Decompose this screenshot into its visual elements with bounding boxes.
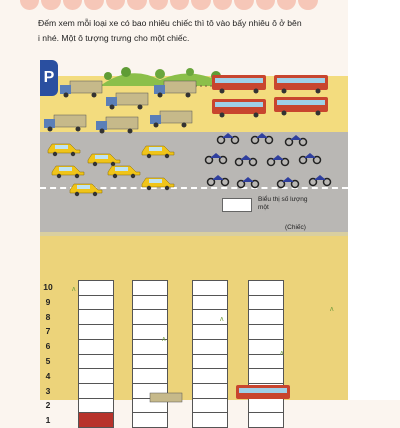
tally-cell[interactable] — [193, 399, 227, 414]
axis-number-10: 10 — [43, 282, 53, 292]
car-tally-column — [132, 280, 168, 428]
tally-cell[interactable] — [133, 369, 167, 384]
car-icon — [50, 162, 86, 178]
tally-cell[interactable] — [133, 355, 167, 370]
car-icon — [140, 142, 176, 158]
tally-cell[interactable] — [79, 340, 113, 355]
truck-icon — [96, 116, 140, 134]
bus-icon — [212, 74, 268, 94]
tally-cell[interactable] — [133, 296, 167, 311]
car-icon — [140, 174, 176, 190]
tally-cell[interactable] — [249, 369, 283, 384]
motorbike-icon — [236, 174, 260, 188]
bus-icon — [274, 74, 330, 94]
tally-cell[interactable] — [133, 281, 167, 296]
truck-icon — [106, 92, 150, 110]
motorbike-icon — [250, 130, 274, 144]
tally-cell[interactable] — [79, 399, 113, 414]
tally-cell[interactable] — [249, 310, 283, 325]
page-margin — [348, 0, 400, 400]
tally-cell[interactable] — [79, 310, 113, 325]
tally-cell[interactable] — [79, 413, 113, 427]
tally-cell[interactable] — [249, 399, 283, 414]
grass-tuft-icon: ᴧ — [280, 350, 284, 357]
instruction-line-2: i nhé. Một ô tượng trưng cho một chiếc. — [38, 33, 190, 43]
tally-cell[interactable] — [249, 340, 283, 355]
truck-icon — [44, 114, 88, 132]
tally-cell[interactable] — [133, 413, 167, 427]
axis-number-8: 8 — [45, 311, 51, 322]
motorbike-icon — [216, 130, 240, 144]
motorbike-icon — [234, 152, 258, 166]
tally-cell[interactable] — [193, 384, 227, 399]
grass-tuft-icon: ᴧ — [72, 286, 76, 293]
tally-cell[interactable] — [79, 355, 113, 370]
truck-icon — [150, 110, 194, 128]
motorbike-icon — [308, 172, 332, 186]
tally-cell[interactable] — [193, 340, 227, 355]
tally-cell[interactable] — [193, 325, 227, 340]
tally-cell[interactable] — [249, 296, 283, 311]
car-icon — [68, 180, 104, 196]
unit-label: (Chiếc) — [285, 224, 306, 231]
motorbike-icon — [206, 172, 230, 186]
scalloped-border — [20, 0, 320, 14]
tally-cell[interactable] — [79, 369, 113, 384]
instruction-line-1: Đếm xem mỗi loại xe có bao nhiêu chiếc thì tô vào bấy nhiêu ô ở bên — [38, 18, 302, 28]
parking-sign: P — [40, 60, 58, 96]
motorbike-icon — [204, 150, 228, 164]
motorbike-icon — [298, 150, 322, 164]
tally-cell[interactable] — [249, 413, 283, 427]
axis-number-3: 3 — [45, 385, 51, 396]
axis-number-6: 6 — [45, 341, 51, 352]
tally-cell[interactable] — [249, 355, 283, 370]
tally-cell[interactable] — [79, 296, 113, 311]
bus-icon — [274, 96, 330, 116]
instruction-text — [38, 16, 352, 46]
tally-cell[interactable] — [193, 369, 227, 384]
tally-cell[interactable] — [79, 281, 113, 296]
truck-icon — [60, 80, 104, 98]
tally-cell[interactable] — [133, 310, 167, 325]
axis-number-2: 2 — [45, 400, 51, 411]
illustration-scene — [40, 54, 348, 426]
axis-number-1: 1 — [45, 415, 51, 426]
car-icon — [46, 140, 82, 156]
legend-label: Biểu thị số lượng một — [258, 196, 308, 211]
tally-cell[interactable] — [79, 384, 113, 399]
tally-cell[interactable] — [193, 281, 227, 296]
legend-swatch — [222, 198, 252, 212]
axis-number-7: 7 — [45, 326, 51, 337]
bus-icon — [212, 98, 268, 118]
truck-icon — [154, 80, 198, 98]
grass-tuft-icon: ᴧ — [162, 336, 166, 343]
motorbike-icon — [284, 132, 308, 146]
truck-tally-column — [78, 280, 114, 428]
motorbike-icon — [276, 174, 300, 188]
grass-tuft-icon: ᴧ — [330, 306, 334, 313]
bus-icon — [236, 384, 292, 400]
axis-number-5: 5 — [45, 356, 51, 366]
tally-cell[interactable] — [79, 325, 113, 340]
tally-cell[interactable] — [249, 325, 283, 340]
axis-number-4: 4 — [45, 370, 51, 381]
truck-icon — [140, 392, 184, 402]
grass-tuft-icon: ᴧ — [220, 316, 224, 323]
tally-cell[interactable] — [193, 296, 227, 311]
axis-number-9: 9 — [45, 296, 51, 307]
tally-cell[interactable] — [193, 413, 227, 427]
tally-cell[interactable] — [249, 281, 283, 296]
car-icon — [106, 162, 142, 178]
bus-tally-column — [248, 280, 284, 428]
motorbike-icon — [266, 152, 290, 166]
motorbike-tally-column — [192, 280, 228, 428]
tally-cell[interactable] — [193, 355, 227, 370]
